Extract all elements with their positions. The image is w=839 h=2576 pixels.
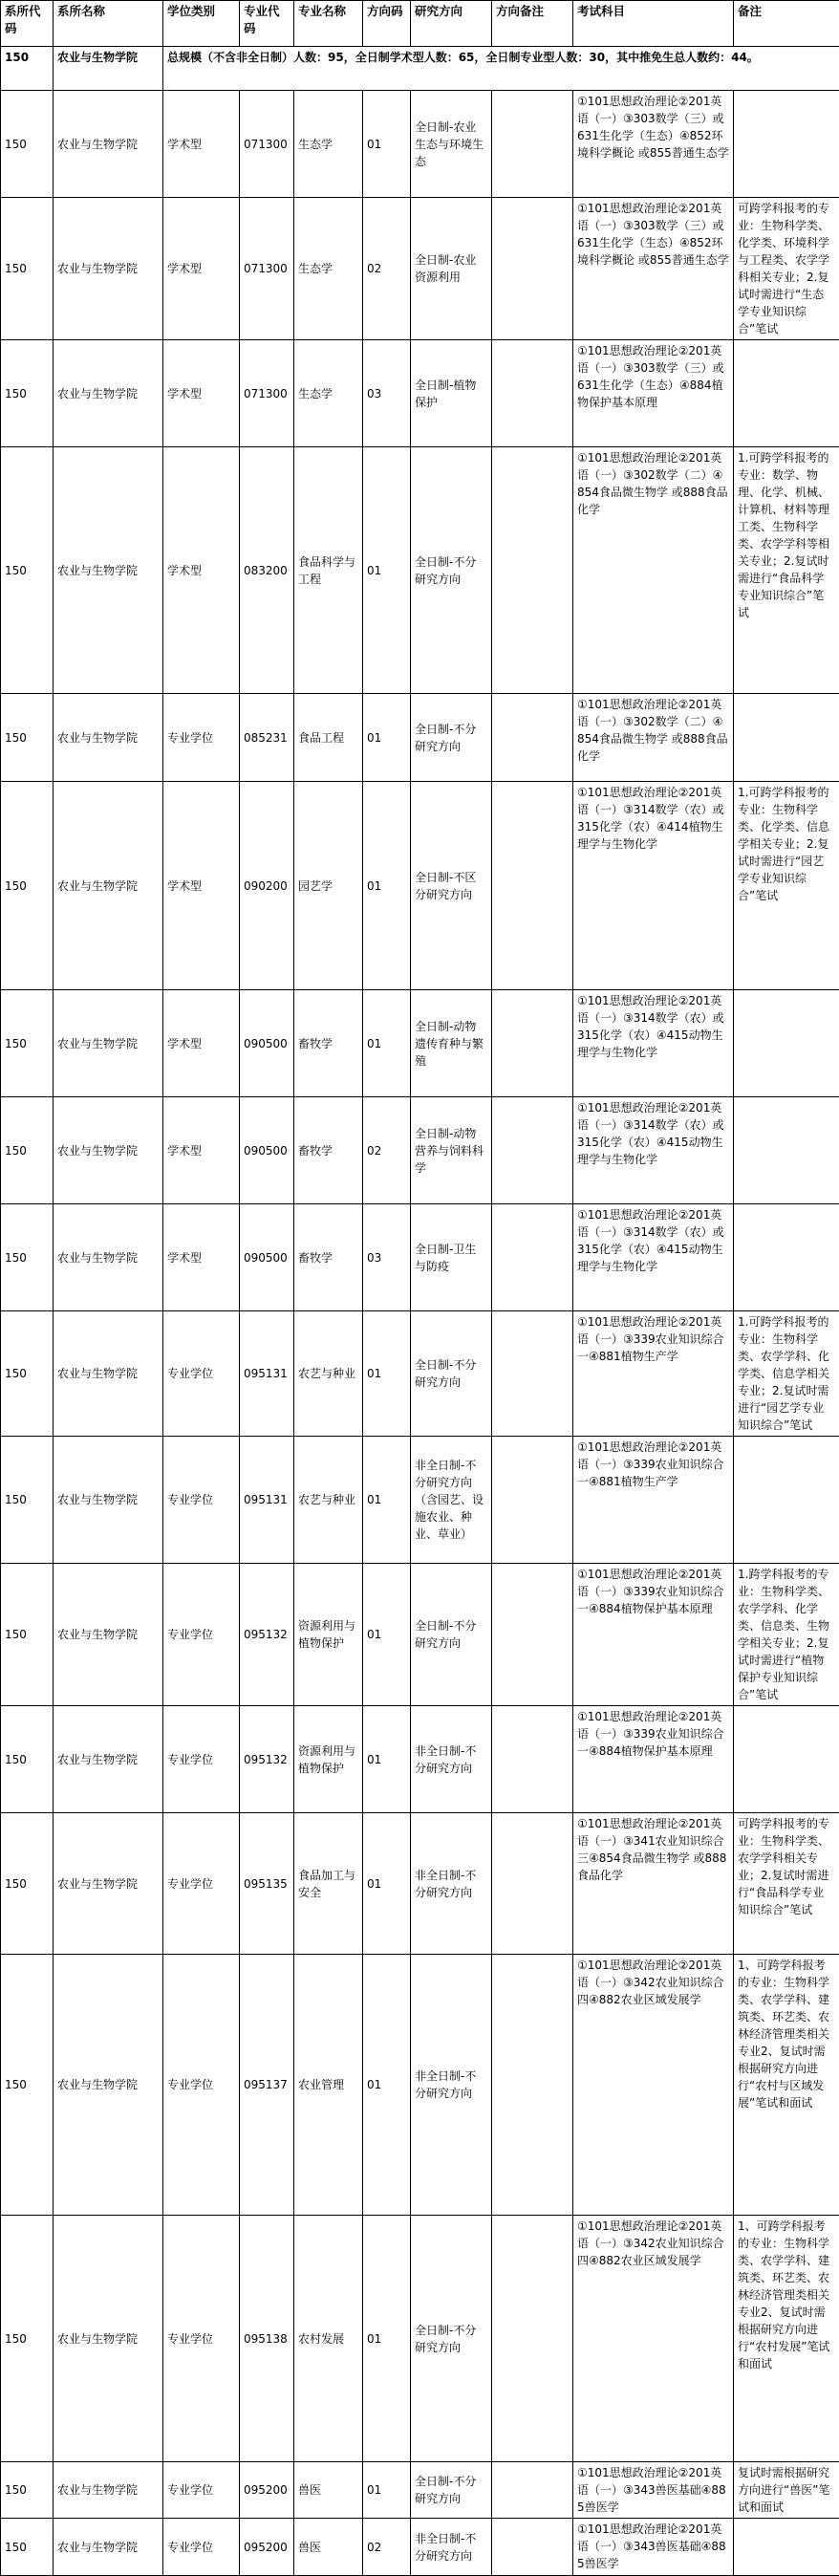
cell-direction-code: 01	[363, 694, 411, 782]
header-exam-subjects: 考试科目	[573, 1, 734, 47]
cell-major-code: 090500	[240, 990, 294, 1097]
cell-dept-code: 150	[1, 1204, 54, 1311]
cell-degree-type: 学术型	[163, 782, 240, 990]
table-body	[1, 47, 839, 2576]
cell-notes	[734, 990, 839, 1097]
cell-major-name: 畜牧学	[294, 990, 363, 1097]
cell-direction-note	[492, 198, 573, 340]
cell-dept-name: 农业与生物学院	[54, 198, 163, 340]
cell-research-direction: 全日制-农业生态与环境生态	[411, 91, 492, 198]
table-row	[1, 198, 839, 340]
cell-notes: 1.可跨学科报考的专业：数学、物理、化学、机械、计算机、材料等理工类、生物科学类、农学学科等相关专业；2.复试时需进行“食品科学专业知识综合”笔试	[734, 447, 839, 694]
summary-row	[1, 47, 839, 91]
cell-dept-code: 150	[1, 782, 54, 990]
cell-dept-name: 农业与生物学院	[54, 1706, 163, 1813]
cell-dept-name: 农业与生物学院	[54, 2462, 163, 2519]
table-row	[1, 1813, 839, 1955]
cell-notes	[734, 1706, 839, 1813]
cell-degree-type: 学术型	[163, 447, 240, 694]
cell-dept-code: 150	[1, 2462, 54, 2519]
cell-direction-code: 01	[363, 782, 411, 990]
header-dept-name: 系所名称	[54, 1, 163, 47]
cell-dept-code: 150	[1, 1437, 54, 1564]
cell-major-code: 095132	[240, 1564, 294, 1706]
cell-dept-code: 150	[1, 2519, 54, 2576]
cell-dept-name: 农业与生物学院	[54, 1097, 163, 1204]
table-row	[1, 1955, 839, 2216]
cell-degree-type: 专业学位	[163, 694, 240, 782]
cell-major-code: 090500	[240, 1097, 294, 1204]
cell-major-name: 农业管理	[294, 1955, 363, 2216]
table-row	[1, 1311, 839, 1437]
cell-major-code: 095200	[240, 2519, 294, 2576]
cell-degree-type: 专业学位	[163, 1706, 240, 1813]
cell-direction-code: 03	[363, 340, 411, 447]
cell-exam-subjects: ①101思想政治理论②201英语（一）③314数学（农）或315化学（农）④415动物生理学与生物化学	[573, 1097, 734, 1204]
cell-dept-name: 农业与生物学院	[54, 1204, 163, 1311]
cell-research-direction: 全日制-不分研究方向	[411, 447, 492, 694]
summary-dept-name: 农业与生物学院	[54, 47, 163, 91]
cell-exam-subjects: ①101思想政治理论②201英语（一）③303数学（三）或631生化学（生态）④852环境科学概论 或855普通生态学	[573, 91, 734, 198]
cell-direction-note	[492, 1204, 573, 1311]
cell-direction-code: 01	[363, 990, 411, 1097]
table-row	[1, 1204, 839, 1311]
cell-degree-type: 专业学位	[163, 1311, 240, 1437]
table-row	[1, 782, 839, 990]
cell-dept-name: 农业与生物学院	[54, 91, 163, 198]
cell-research-direction: 全日制-植物保护	[411, 340, 492, 447]
table-row	[1, 340, 839, 447]
cell-major-code: 085231	[240, 694, 294, 782]
cell-dept-code: 150	[1, 1706, 54, 1813]
cell-major-code: 095200	[240, 2462, 294, 2519]
cell-major-name: 畜牧学	[294, 1204, 363, 1311]
cell-major-code: 090200	[240, 782, 294, 990]
cell-research-direction: 全日制-不分研究方向	[411, 2462, 492, 2519]
cell-research-direction: 非全日制-不分研究方向	[411, 1706, 492, 1813]
cell-dept-code: 150	[1, 91, 54, 198]
header-major-name: 专业名称	[294, 1, 363, 47]
cell-major-code: 095138	[240, 2216, 294, 2462]
cell-direction-note	[492, 782, 573, 990]
cell-research-direction: 全日制-不区分研究方向	[411, 782, 492, 990]
cell-major-name: 园艺学	[294, 782, 363, 990]
cell-degree-type: 专业学位	[163, 1813, 240, 1955]
cell-dept-code: 150	[1, 198, 54, 340]
cell-dept-name: 农业与生物学院	[54, 1813, 163, 1955]
cell-direction-code: 02	[363, 2519, 411, 2576]
cell-research-direction: 非全日制-不分研究方向	[411, 1955, 492, 2216]
cell-dept-code: 150	[1, 2216, 54, 2462]
cell-notes	[734, 2519, 839, 2576]
cell-direction-note	[492, 990, 573, 1097]
cell-dept-code: 150	[1, 340, 54, 447]
cell-research-direction: 非全日制-不分研究方向	[411, 1813, 492, 1955]
cell-direction-code: 02	[363, 1097, 411, 1204]
cell-notes	[734, 1204, 839, 1311]
cell-direction-code: 01	[363, 1437, 411, 1564]
header-research-direction: 研究方向	[411, 1, 492, 47]
cell-major-code: 095137	[240, 1955, 294, 2216]
cell-degree-type: 学术型	[163, 990, 240, 1097]
cell-direction-note	[492, 2216, 573, 2462]
cell-direction-code: 02	[363, 198, 411, 340]
cell-direction-note	[492, 91, 573, 198]
cell-exam-subjects: ①101思想政治理论②201英语（一）③339农业知识综合一④881植物生产学	[573, 1437, 734, 1564]
cell-direction-note	[492, 1311, 573, 1437]
cell-dept-name: 农业与生物学院	[54, 1564, 163, 1706]
cell-direction-code: 01	[363, 1564, 411, 1706]
cell-degree-type: 专业学位	[163, 1564, 240, 1706]
table-row	[1, 91, 839, 198]
cell-major-code: 090500	[240, 1204, 294, 1311]
cell-direction-note	[492, 340, 573, 447]
cell-direction-note	[492, 2519, 573, 2576]
cell-notes	[734, 1437, 839, 1564]
cell-major-code: 071300	[240, 340, 294, 447]
table-row	[1, 447, 839, 694]
cell-notes	[734, 694, 839, 782]
cell-direction-note	[492, 1955, 573, 2216]
cell-research-direction: 全日制-动物营养与饲料科学	[411, 1097, 492, 1204]
cell-major-code: 095135	[240, 1813, 294, 1955]
cell-research-direction: 全日制-不分研究方向	[411, 1311, 492, 1437]
cell-research-direction: 全日制-动物遗传育种与繁殖	[411, 990, 492, 1097]
cell-dept-name: 农业与生物学院	[54, 1955, 163, 2216]
cell-notes: 复试时需根据研究方向进行“兽医”笔试和面试	[734, 2462, 839, 2519]
cell-major-name: 食品加工与安全	[294, 1813, 363, 1955]
table-row	[1, 694, 839, 782]
cell-dept-name: 农业与生物学院	[54, 694, 163, 782]
cell-major-name: 资源利用与植物保护	[294, 1564, 363, 1706]
cell-notes: 1、可跨学科报考的专业：生物科学类、农学学科、建筑类、环艺类、农林经济管理类相关专业2、复试时需根据研究方向进行“农村与区域发展”笔试和面试	[734, 1955, 839, 2216]
header-notes: 备注	[734, 1, 839, 47]
cell-exam-subjects: ①101思想政治理论②201英语（一）③302数学（二）④854食品微生物学 或888食品化学	[573, 447, 734, 694]
cell-notes: 可跨学科报考的专业：生物科学类、化学类、环境科学与工程类、农学学科相关专业；2.复试时需进行“生态学专业知识综合”笔试	[734, 198, 839, 340]
cell-research-direction: 全日制-不分研究方向	[411, 1564, 492, 1706]
cell-notes	[734, 340, 839, 447]
cell-direction-note	[492, 1437, 573, 1564]
cell-exam-subjects: ①101思想政治理论②201英语（一）③314数学（农）或315化学（农）④414植物生理学与生物化学	[573, 782, 734, 990]
cell-degree-type: 专业学位	[163, 2216, 240, 2462]
cell-research-direction: 全日制-不分研究方向	[411, 694, 492, 782]
table-row	[1, 2462, 839, 2519]
cell-direction-note	[492, 694, 573, 782]
cell-notes	[734, 1097, 839, 1204]
cell-major-name: 生态学	[294, 340, 363, 447]
header-dept-code: 系所代码	[1, 1, 54, 47]
cell-major-name: 农村发展	[294, 2216, 363, 2462]
table-row	[1, 1564, 839, 1706]
cell-dept-code: 150	[1, 1097, 54, 1204]
cell-notes: 可跨学科报考的专业：生物科学类、农学学科相关专业；2.复试时需进行“食品科学专业知识综合”笔试	[734, 1813, 839, 1955]
cell-dept-code: 150	[1, 447, 54, 694]
cell-dept-name: 农业与生物学院	[54, 990, 163, 1097]
cell-dept-name: 农业与生物学院	[54, 2519, 163, 2576]
cell-major-code: 095131	[240, 1311, 294, 1437]
cell-direction-code: 01	[363, 2216, 411, 2462]
cell-exam-subjects: ①101思想政治理论②201英语（一）③339农业知识综合一④884植物保护基本原理	[573, 1706, 734, 1813]
header-direction-note: 方向备注	[492, 1, 573, 47]
cell-dept-code: 150	[1, 694, 54, 782]
cell-direction-code: 01	[363, 91, 411, 198]
cell-dept-name: 农业与生物学院	[54, 1311, 163, 1437]
cell-research-direction: 全日制-不分研究方向	[411, 2216, 492, 2462]
cell-exam-subjects: ①101思想政治理论②201英语（一）③303数学（三）或631生化学（生态）④884植物保护基本原理	[573, 340, 734, 447]
cell-direction-note	[492, 1097, 573, 1204]
cell-direction-code: 01	[363, 2462, 411, 2519]
cell-notes: 1.跨学科报考的专业：生物科学类、农学学科、化学类、信息类、生物学相关专业；2.复试时需进行“植物保护专业知识综合”笔试	[734, 1564, 839, 1706]
cell-degree-type: 专业学位	[163, 1437, 240, 1564]
cell-exam-subjects: ①101思想政治理论②201英语（一）③339农业知识综合一④881植物生产学	[573, 1311, 734, 1437]
cell-exam-subjects: ①101思想政治理论②201英语（一）③303数学（三）或631生化学（生态）④852环境科学概论 或855普通生态学	[573, 198, 734, 340]
cell-exam-subjects: ①101思想政治理论②201英语（一）③341农业知识综合三④854食品微生物学 或888食品化学	[573, 1813, 734, 1955]
cell-dept-name: 农业与生物学院	[54, 782, 163, 990]
cell-exam-subjects: ①101思想政治理论②201英语（一）③339农业知识综合一④884植物保护基本原理	[573, 1564, 734, 1706]
cell-direction-note	[492, 2462, 573, 2519]
cell-major-name: 生态学	[294, 198, 363, 340]
cell-exam-subjects: ①101思想政治理论②201英语（一）③314数学（农）或315化学（农）④415动物生理学与生物化学	[573, 1204, 734, 1311]
cell-major-code: 095132	[240, 1706, 294, 1813]
cell-dept-code: 150	[1, 990, 54, 1097]
table-row	[1, 1097, 839, 1204]
cell-dept-code: 150	[1, 1813, 54, 1955]
cell-exam-subjects: ①101思想政治理论②201英语（一）③343兽医基础④885兽医学	[573, 2462, 734, 2519]
cell-direction-code: 01	[363, 1706, 411, 1813]
cell-direction-code: 01	[363, 447, 411, 694]
cell-research-direction: 全日制-卫生与防疫	[411, 1204, 492, 1311]
cell-degree-type: 学术型	[163, 1204, 240, 1311]
cell-direction-code: 01	[363, 1311, 411, 1437]
table-row	[1, 2519, 839, 2576]
cell-exam-subjects: ①101思想政治理论②201英语（一）③342农业知识综合四④882农业区域发展学	[573, 2216, 734, 2462]
cell-dept-name: 农业与生物学院	[54, 1437, 163, 1564]
cell-notes: 1.可跨学科报考的专业：生物科学类、化学类、信息学相关专业；2.复试时需进行“园艺学专业知识综合”笔试	[734, 782, 839, 990]
cell-direction-code: 01	[363, 1813, 411, 1955]
cell-exam-subjects: ①101思想政治理论②201英语（一）③343兽医基础④885兽医学	[573, 2519, 734, 2576]
cell-major-code: 071300	[240, 91, 294, 198]
cell-major-name: 食品科学与工程	[294, 447, 363, 694]
cell-major-name: 兽医	[294, 2462, 363, 2519]
cell-research-direction: 非全日制-不分研究方向	[411, 2519, 492, 2576]
cell-major-code: 071300	[240, 198, 294, 340]
cell-degree-type: 专业学位	[163, 2519, 240, 2576]
header-row	[1, 1, 839, 47]
cell-degree-type: 专业学位	[163, 2462, 240, 2519]
cell-major-name: 食品工程	[294, 694, 363, 782]
table-row	[1, 2216, 839, 2462]
cell-direction-note	[492, 1706, 573, 1813]
cell-dept-name: 农业与生物学院	[54, 340, 163, 447]
header-degree-type: 学位类别	[163, 1, 240, 47]
cell-dept-code: 150	[1, 1564, 54, 1706]
cell-exam-subjects: ①101思想政治理论②201英语（一）③314数学（农）或315化学（农）④415动物生理学与生物化学	[573, 990, 734, 1097]
cell-direction-code: 03	[363, 1204, 411, 1311]
cell-major-name: 兽医	[294, 2519, 363, 2576]
cell-direction-note	[492, 1813, 573, 1955]
header-major-code: 专业代码	[240, 1, 294, 47]
cell-major-code: 095131	[240, 1437, 294, 1564]
cell-major-name: 农艺与种业	[294, 1311, 363, 1437]
cell-degree-type: 学术型	[163, 1097, 240, 1204]
cell-exam-subjects: ①101思想政治理论②201英语（一）③302数学（二）④854食品微生物学 或888食品化学	[573, 694, 734, 782]
cell-direction-code: 01	[363, 1955, 411, 2216]
cell-notes: 1.可跨学科报考的专业：生物科学类、农学学科、化学类、信息学相关专业；2.复试时需进行“园艺学专业知识综合”笔试	[734, 1311, 839, 1437]
cell-dept-name: 农业与生物学院	[54, 447, 163, 694]
table-row	[1, 1706, 839, 1813]
cell-degree-type: 学术型	[163, 340, 240, 447]
summary-text: 总规模（不含非全日制）人数：95，全日制学术型人数：65，全日制专业型人数：30，其中推免生总人数约：44。	[163, 47, 839, 91]
cell-major-name: 畜牧学	[294, 1097, 363, 1204]
cell-direction-note	[492, 1564, 573, 1706]
cell-major-code: 083200	[240, 447, 294, 694]
cell-degree-type: 学术型	[163, 91, 240, 198]
header-direction-code: 方向码	[363, 1, 411, 47]
cell-major-name: 资源利用与植物保护	[294, 1706, 363, 1813]
cell-notes	[734, 91, 839, 198]
table-row	[1, 990, 839, 1097]
summary-code: 150	[1, 47, 54, 91]
cell-notes: 1、可跨学科报考的专业：生物科学类、农学学科、建筑类、环艺类、农林经济管理类相关专业2、复试时需根据研究方向进行“农村发展”笔试和面试	[734, 2216, 839, 2462]
cell-dept-code: 150	[1, 1311, 54, 1437]
cell-research-direction: 非全日制-不分研究方向（含园艺、设施农业、种业、草业）	[411, 1437, 492, 1564]
cell-major-name: 生态学	[294, 91, 363, 198]
cell-major-name: 农艺与种业	[294, 1437, 363, 1564]
cell-degree-type: 专业学位	[163, 1955, 240, 2216]
cell-exam-subjects: ①101思想政治理论②201英语（一）③342农业知识综合四④882农业区域发展学	[573, 1955, 734, 2216]
cell-degree-type: 学术型	[163, 198, 240, 340]
cell-direction-note	[492, 447, 573, 694]
table-row	[1, 1437, 839, 1564]
cell-research-direction: 全日制-农业资源利用	[411, 198, 492, 340]
cell-dept-name: 农业与生物学院	[54, 2216, 163, 2462]
cell-dept-code: 150	[1, 1955, 54, 2216]
